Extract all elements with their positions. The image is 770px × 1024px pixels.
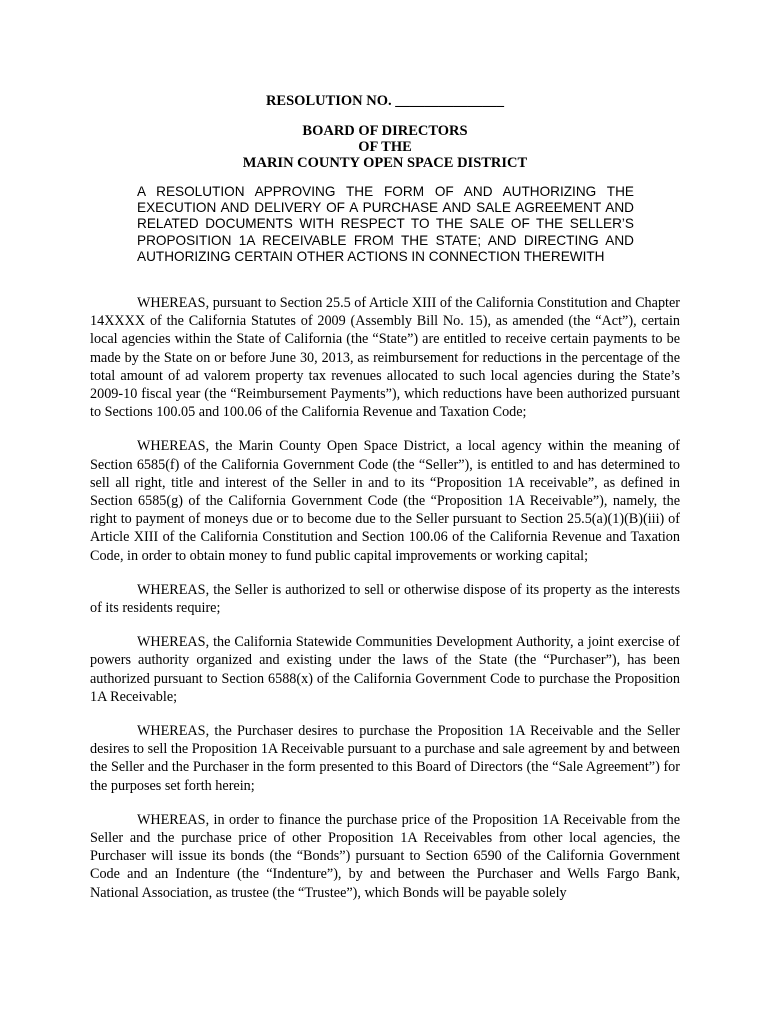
board-heading-line: OF THE [358, 139, 412, 155]
board-heading-line: MARIN COUNTY OPEN SPACE DISTRICT [242, 155, 528, 171]
recital-paragraph: WHEREAS, the Seller is authorized to sell or otherwise dispose of its property as the interests of its residents require; [90, 581, 680, 617]
recital-paragraph: WHEREAS, the Purchaser desires to purchase the Proposition 1A Receivable and the Seller desires to sell the Proposition 1A Receivable pursuant to a purchase and sale agreement by and between the Seller and the Purchaser in the form presented to this Board of Directors (the “Sale Agreement”) for the purposes set forth herein; [90, 723, 680, 794]
recitals [90, 294, 680, 918]
recital-paragraph: WHEREAS, the California Statewide Communities Development Authority, a joint exercise of powers authority organized and existing under the laws of the State (the “Purchaser”), has been authorized pursuant to Section 6588(x) of the California Government Code to purchase the Proposition 1A Receivable; [90, 634, 680, 705]
recital-paragraph: WHEREAS, pursuant to Section 25.5 of Article XIII of the California Constitution and Chapter 14XXXX of the California Statutes of 2009 (Assembly Bill No. 15), as amended (the “Act”), certain local agencies within the State of California (the “State”) are entitled to receive certain payments to be made by the State on or before June 30, 2013, as reimbursement for reductions in the percentage of the total amount of ad valorem property tax revenues allocated to such local agencies during the State’s 2009-10 fiscal year (the “Reimbursement Payments”), which reductions have been authorized pursuant to Sections 100.05 and 100.06 of the California Revenue and Taxation Code; [90, 295, 680, 421]
board-heading-line: BOARD OF DIRECTORS [302, 123, 468, 139]
resolution-title: A RESOLUTION APPROVING THE FORM OF AND AUTHORIZING THE EXECUTION AND DELIVERY OF A PURCHASE AND SALE AGREEMENT AND RELATED DOCUMENTS WITH RESPECT TO THE SALE OF THE SELLER’S PROPOSITION 1A RECEIVABLE FROM THE STATE; AND DIRECTING AND AUTHORIZING CERTAIN OTHER ACTIONS IN CONNECTION THEREWITH [137, 184, 634, 264]
board-heading [0, 123, 770, 171]
recital-paragraph: WHEREAS, the Marin County Open Space District, a local agency within the meaning of Section 6585(f) of the California Government Code (the “Seller”), is entitled to and has determined to sell all right, title and interest of the Seller in and to its “Proposition 1A receivable”, as defined in Section 6585(g) of the California Government Code (the “Proposition 1A Receivable”), namely, the right to payment of moneys due or to become due to the Seller pursuant to Section 25.5(a)(1)(B)(iii) of Article XIII of the California Constitution and Section 100.06 of the California Revenue and Taxation Code, in order to obtain money to fund public capital improvements or working capital; [90, 438, 680, 564]
recital-paragraph: WHEREAS, in order to finance the purchase price of the Proposition 1A Receivable from the Seller and the purchase price of other Proposition 1A Receivables from other local agencies, the Purchaser will issue its bonds (the “Bonds”) pursuant to Section 6590 of the California Government Code and an Indenture (the “Indenture”), by and between the Purchaser and Wells Fargo Bank, National Association, as trustee (the “Trustee”), which Bonds will be payable solely [90, 811, 680, 901]
resolution-number: RESOLUTION NO. _______________ [265, 93, 505, 109]
